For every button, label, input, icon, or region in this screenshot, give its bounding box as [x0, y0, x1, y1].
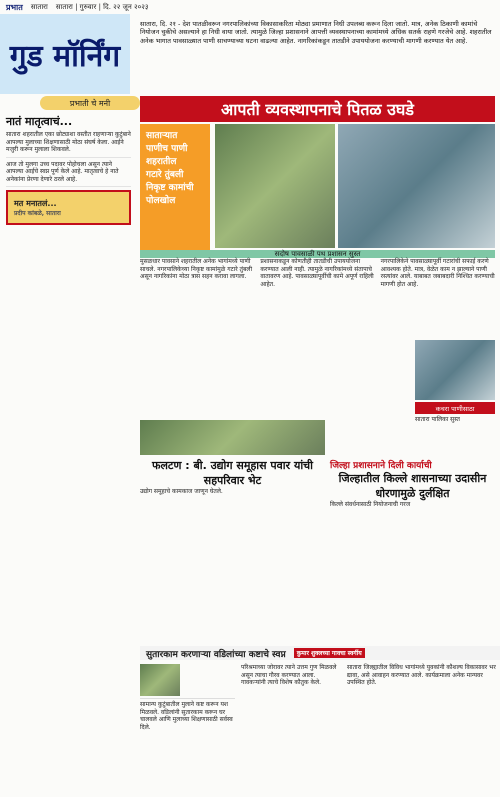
bottom-text-2: परिश्रमाच्या जोरावर त्याने उत्तम गुण मिळवले असून त्याचा गौरव करण्यात आला. गावकऱ्यांनी त्याचे विशेष कौतुक केले.	[241, 664, 337, 686]
bottom-column-2	[241, 664, 341, 731]
dateline: सातारा | गुरुवार | दि. २२ जून २०२३	[55, 2, 149, 11]
masthead-subtitle: प्रभाती चे मनी	[40, 96, 140, 110]
middle-caption: उद्योग समूहाचे कामकाज जाणून घेतले.	[140, 488, 223, 495]
right-caption: कचरा पाणीसाठा	[415, 402, 495, 414]
left-section-title: नातं मातृत्वाचं...	[6, 115, 73, 128]
bottom-text-3: सातारा जिल्ह्यातील विविध भागांमध्ये युवकांनी कौशल्य विकासावर भर द्यावा, असे आवाहन करण्यात आले. कार्यक्रमाला अनेक मान्यवर उपस्थित होते.	[347, 664, 496, 686]
right-subtext	[415, 416, 495, 424]
orange-line-1: साताऱ्यात	[146, 131, 178, 141]
middle-story	[140, 458, 325, 496]
orange-line-3: शहरातील	[146, 157, 177, 167]
banner-headline: आपती व्यवस्थापनाचे पितळ उघडे	[221, 100, 414, 119]
orange-info-box	[140, 124, 210, 254]
brand-name: प्रभात	[6, 2, 23, 12]
masthead	[0, 14, 130, 94]
right-subtext-text: सातारा पालिका सुस्त	[415, 416, 460, 423]
headline-banner	[140, 96, 495, 122]
right-story	[330, 458, 495, 509]
edition-name: सातारा	[30, 2, 48, 11]
middle-headline: फलटण : बी. उद्योग समूहास पवार यांची सहपरिवार भेट	[151, 459, 314, 487]
main-columns	[140, 258, 495, 288]
masthead-title: गुड मॉर्निंग	[9, 38, 121, 74]
divider	[140, 698, 235, 699]
reporter-photo	[140, 664, 180, 696]
bottom-headline: सुतारकाम करणाऱ्या वडिलांच्या कष्टाचे स्वप्न	[146, 649, 286, 660]
orange-line-2: पाणीच पाणी	[146, 144, 188, 154]
middle-photo	[140, 420, 325, 455]
main-column-2: प्रशासनाकडून कोणतीही तातडीची उपाययोजना करण्यात आली नाही. त्यामुळे नागरिकांमध्ये संतापाचे वातावरण आहे. पावसाळ्यापूर्वीची कामे अपूर्ण राहिली आहेत.	[260, 258, 374, 288]
bottom-subhead: कुमार शुक्लच्या गावचा स्वर्गीय	[294, 648, 365, 658]
main-photo-right	[338, 124, 495, 248]
bottom-column-3	[347, 664, 497, 731]
divider	[6, 157, 131, 158]
bottom-headline-bar	[140, 646, 500, 660]
right-story-subtitle: किल्ले संवर्धनासाठी नियोजनाची गरज	[330, 501, 411, 508]
lead-story	[140, 20, 495, 45]
orange-line-4: गटारे तुंबली	[146, 170, 184, 180]
green-strip	[140, 250, 495, 258]
left-paragraph-2: आज तो मुलगा उच्च पदावर पोहोचला असून त्याने आपल्या आईचे स्वप्न पूर्ण केले आहे. मातृत्वाचे हे नाते अनेकांना प्रेरणा देणारे ठरले आहे.	[6, 160, 119, 183]
right-story-headline: जिल्हा प्रशासनाने दिली कार्याची	[330, 461, 432, 471]
right-thumbnail-photo	[415, 340, 495, 400]
bottom-column-1	[140, 664, 235, 731]
left-column	[6, 112, 131, 225]
bottom-text-1: सामान्य कुटुंबातील मुलाने कष्ट करून यश मिळवले. वडिलांनी सुतारकाम करून घर चालवले आणि मुलाच्या शिक्षणासाठी सर्वस्व दिले.	[140, 701, 233, 731]
green-strip-text: सदोष पावसाळी पथ प्रशासन सुस्त	[274, 249, 361, 258]
ad-box	[6, 190, 131, 225]
divider	[6, 186, 131, 187]
main-column-3: नगरपालिकेने पावसाळ्यापूर्वी गटारांची सफाई करणे आवश्यक होते. मात्र, वेळेत काम न झाल्याने पाणी रस्त्यांवर आले. याबाबत जबाबदारी निश्चित करण्याची मागणी होत आहे.	[380, 258, 495, 288]
lead-intro: सातारा, दि. २१ - देश पातळीवरून नगरपालिकांच्या विकासाकरिता मोठ्या प्रमाणात निधी उपलब्ध करून दिला जातो. मात्र, अनेक ठिकाणी कामांचे नियोजन चुकीचे असल्याने हा निधी वाया जातो. त्यामुळे जिल्हा प्रशासनाने आपत्ती व्यवस्थापनाच्या कामांमध्ये अधिक सतर्क राहणे गरजेचे आहे. शहरातील अनेक भागात पावसाळ्यात पाणी साचण्याच्या घटना वाढल्या आहेत. नागरिकांकडून तातडीने उपाययोजना करण्याची मागणी करण्यात येत आहे.	[140, 20, 492, 45]
ad-name: प्रदीप कांबळे, सातारा	[14, 210, 61, 217]
ad-label: मत मनातलं...	[14, 199, 57, 208]
orange-line-6: पोलखोल	[146, 196, 176, 206]
orange-line-5: निकृष्ट कामांची	[146, 183, 194, 193]
bottom-row	[140, 664, 495, 731]
right-story-title: जिल्हातील किल्ले शासनाच्या उदासीन धोरणामुळे दुर्लक्षित	[338, 472, 487, 500]
main-column-1: मुसळधार पावसाने शहरातील अनेक भागांमध्ये पाणी साचले. नगरपालिकेच्या निकृष्ट कामांमुळे गटारे तुंबली असून नागरिकांना मोठा त्रास सहन करावा लागला.	[140, 258, 253, 280]
top-bar	[0, 0, 500, 14]
left-paragraph-1: सातारा शहरातील एका छोट्याशा वस्तीत राहणाऱ्या कुटुंबाने आपल्या मुलाच्या शिक्षणासाठी मोठा संघर्ष केला. आईने मजुरी करून मुलाला शिकवले.	[6, 131, 131, 153]
main-photo-left	[215, 124, 335, 248]
